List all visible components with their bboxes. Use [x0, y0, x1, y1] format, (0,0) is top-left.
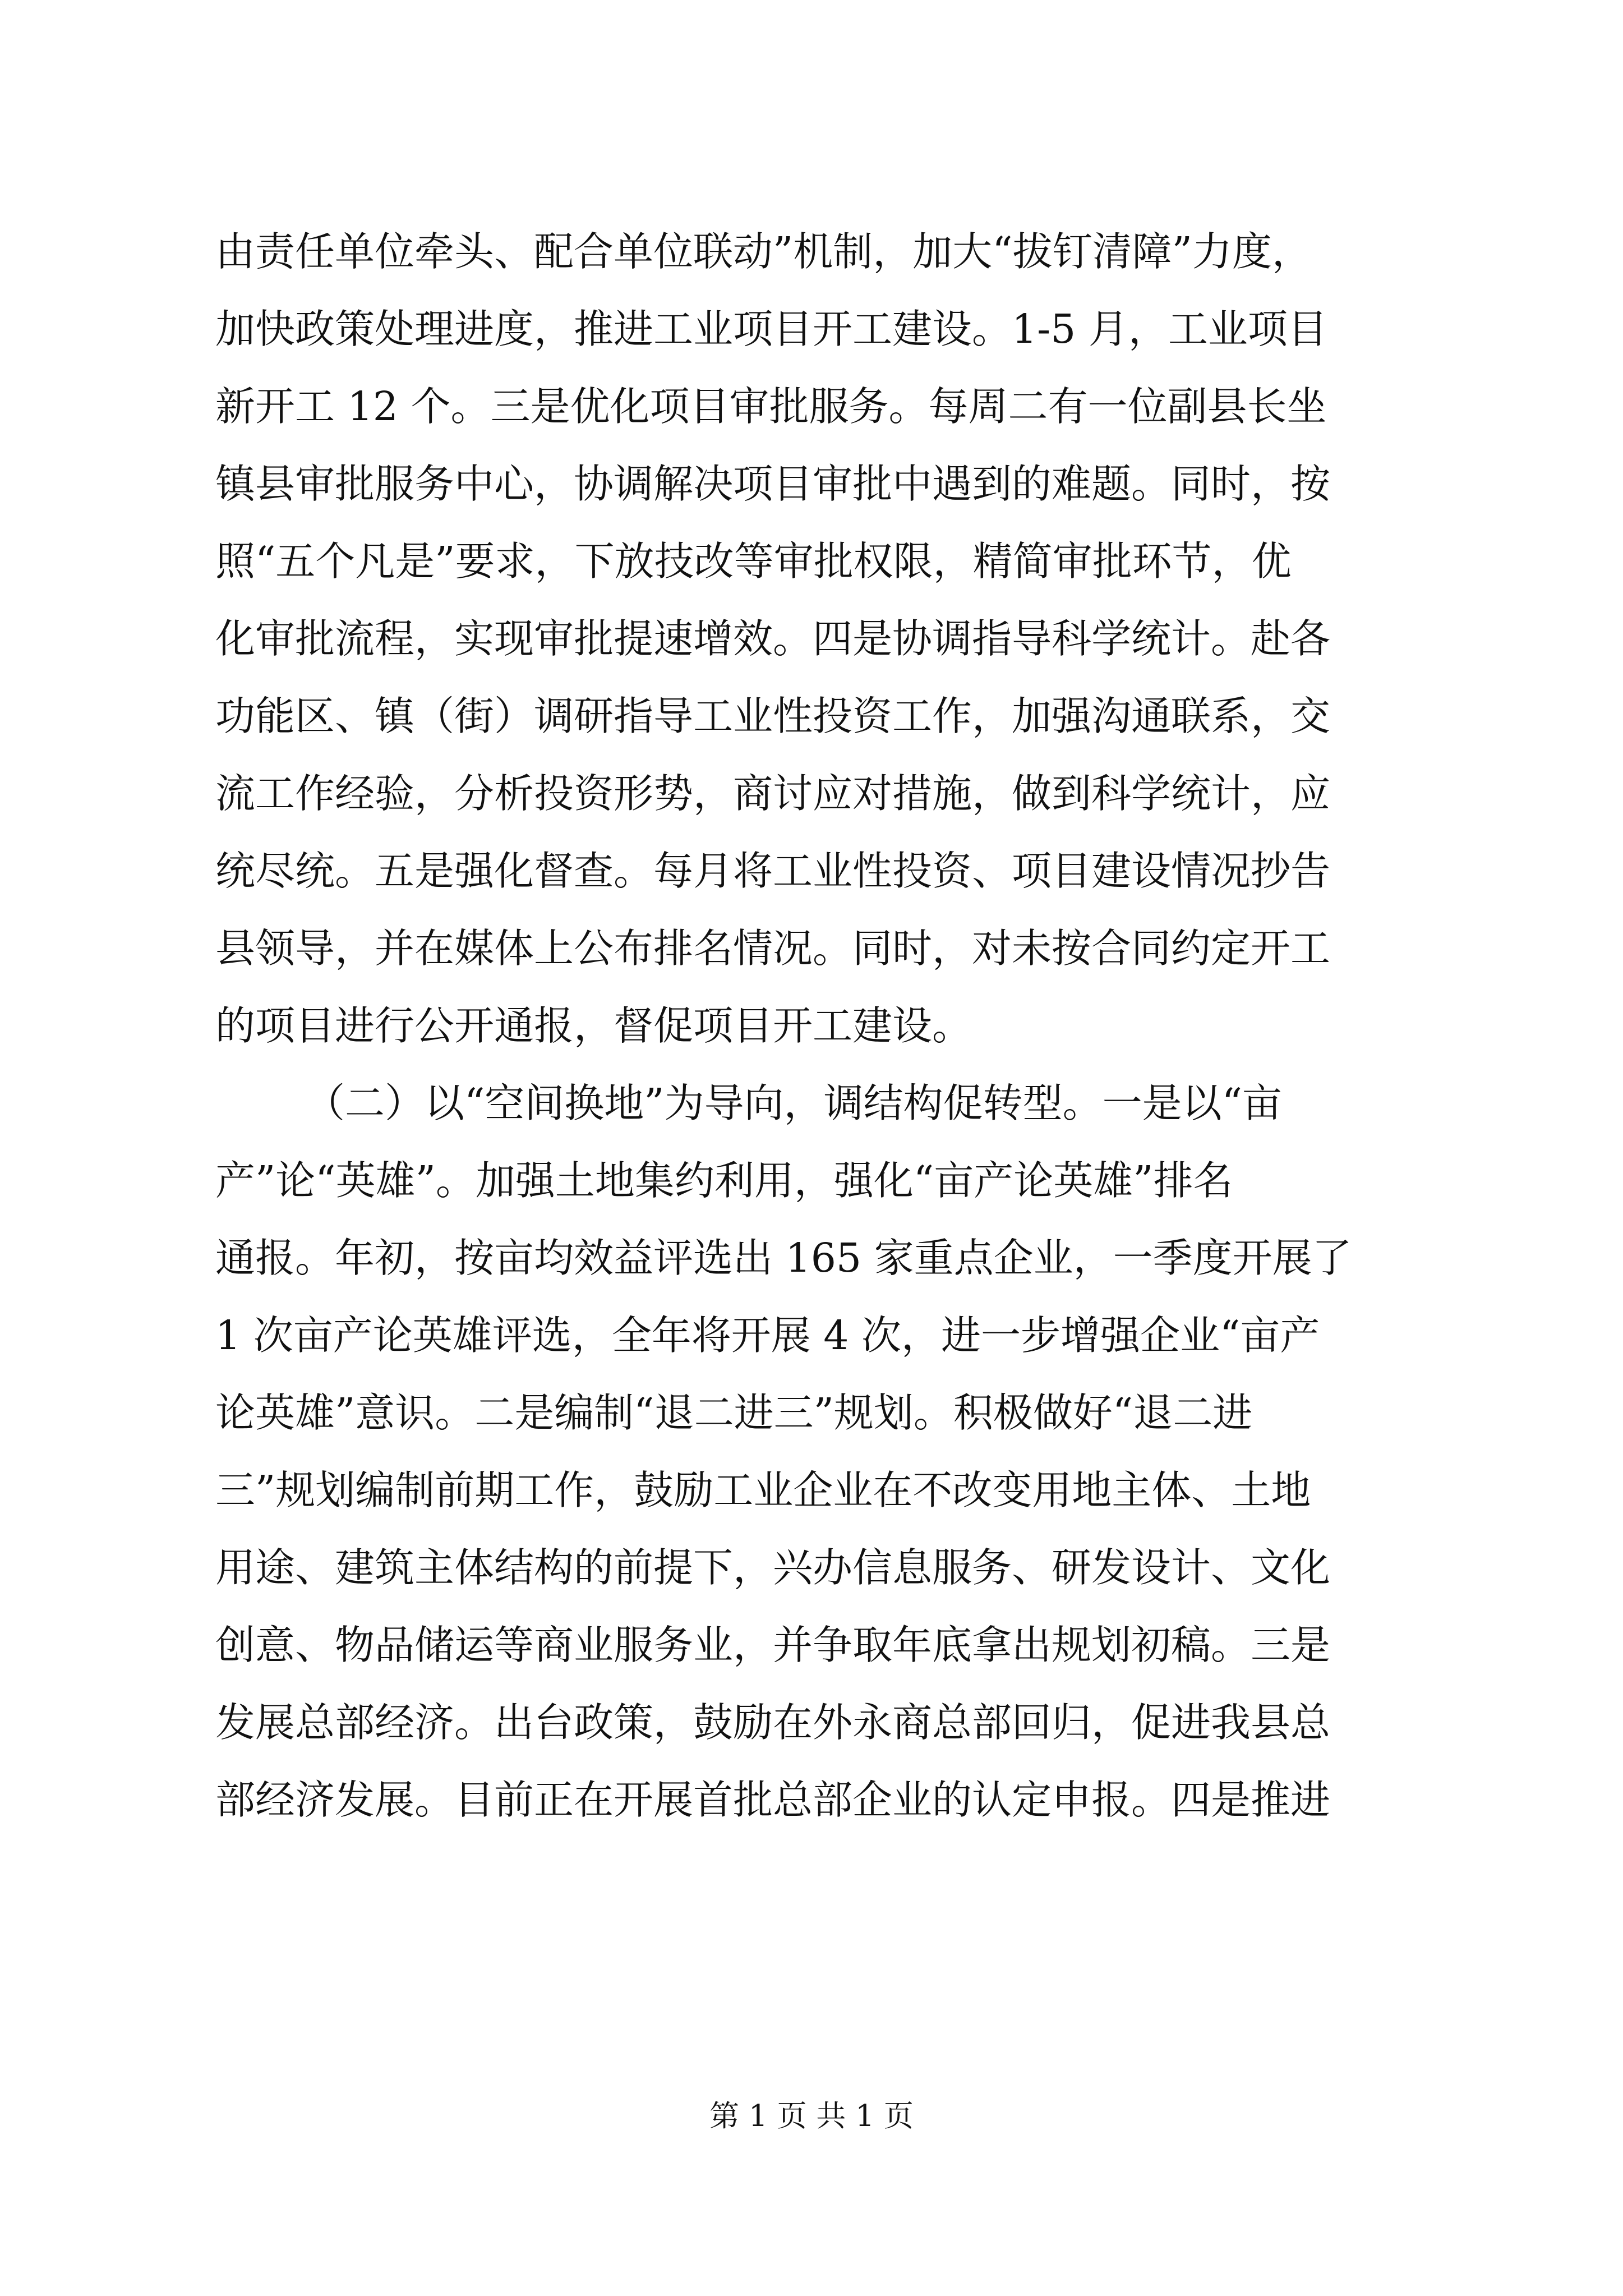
text-line: 论英雄”意识。二是编制“退二进三”规划。积极做好“退二进	[215, 1389, 1253, 1436]
text-line: 三”规划编制前期工作，鼓励工业企业在不改变用地主体、土地	[215, 1467, 1311, 1513]
text-line: 通报。年初，按亩均效益评选出 165 家重点企业，一季度开展了	[215, 1235, 1352, 1281]
text-line: 照“五个凡是”要求，下放技改等审批权限，精简审批环节，优	[215, 538, 1292, 585]
document-body	[215, 213, 1623, 1839]
text-line: 加快政策处理进度，推进工业项目开工建设。1-5 月，工业项目	[215, 306, 1327, 352]
text-line: 用途、建筑主体结构的前提下，兴办信息服务、研发设计、文化	[215, 1544, 1331, 1591]
text-line: 镇县审批服务中心，协调解决项目审批中遇到的难题。同时，按	[215, 461, 1331, 507]
text-line: 流工作经验，分析投资形势，商讨应对措施，做到科学统计，应	[215, 770, 1331, 817]
paragraph-start-line: （二）以“空间换地”为导向，调结构促转型。一是以“亩	[305, 1080, 1282, 1126]
text-line: 部经济发展。目前正在开展首批总部企业的认定申报。四是推进	[215, 1777, 1331, 1823]
text-line: 产”论“英雄”。加强土地集约利用，强化“亩产论英雄”排名	[215, 1157, 1233, 1204]
page-footer: 第 1 页 共 1 页	[709, 2099, 914, 2133]
text-line: 1 次亩产论英雄评选，全年将开展 4 次，进一步增强企业“亩产	[215, 1312, 1320, 1359]
text-line: 新开工 12 个。三是优化项目审批服务。每周二有一位副县长坐	[215, 383, 1327, 430]
text-line: 统尽统。五是强化督查。每月将工业性投资、项目建设情况抄告	[215, 848, 1331, 894]
text-line: 功能区、镇（街）调研指导工业性投资工作，加强沟通联系，交	[215, 693, 1331, 739]
text-line: 化审批流程，实现审批提速增效。四是协调指导科学统计。赴各	[215, 615, 1331, 662]
text-line: 由责任单位牵头、配合单位联动”机制，加大“拔钉清障”力度，	[215, 228, 1312, 275]
text-line: 的项目进行公开通报，督促项目开工建设。	[215, 1002, 972, 1049]
text-line: 创意、物品储运等商业服务业，并争取年底拿出规划初稿。三是	[215, 1622, 1331, 1668]
text-line: 县领导，并在媒体上公布排名情况。同时，对未按合同约定开工	[215, 925, 1331, 972]
text-line: 发展总部经济。出台政策，鼓励在外永商总部回归，促进我县总	[215, 1699, 1331, 1746]
